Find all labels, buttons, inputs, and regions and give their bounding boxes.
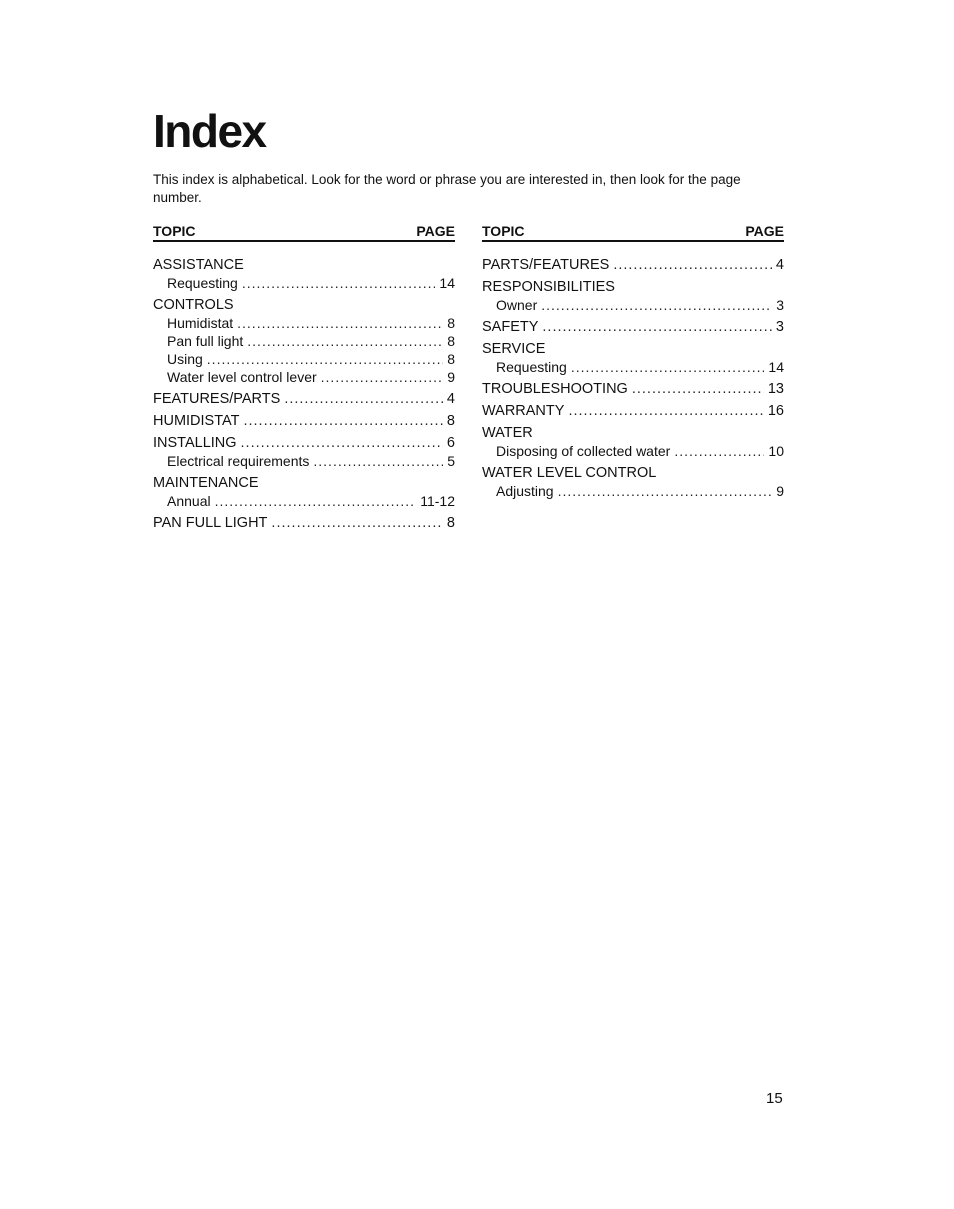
index-column-left xyxy=(153,222,455,536)
index-entry xyxy=(153,474,455,510)
entry-page: 9 xyxy=(776,483,784,499)
entry-topic: TROUBLESHOOTING xyxy=(482,381,628,397)
entry-topic: Annual xyxy=(167,493,211,509)
entry-heading: SERVICE xyxy=(482,341,546,357)
entry-heading: RESPONSIBILITIES xyxy=(482,279,615,295)
index-entry xyxy=(482,318,784,336)
entry-page: 13 xyxy=(767,381,784,397)
entry-topic: HUMIDISTAT xyxy=(153,413,240,429)
entry-page: 3 xyxy=(775,319,784,335)
entry-page: 8 xyxy=(446,515,455,531)
entry-topic: Humidistat xyxy=(167,315,234,331)
dot-leader xyxy=(571,358,765,376)
dot-leader xyxy=(568,402,763,420)
index-entries xyxy=(153,256,455,532)
index-entry xyxy=(153,412,455,430)
entry-page: 16 xyxy=(767,403,784,419)
entry-topic: PARTS/FEATURES xyxy=(482,257,610,273)
entry-page: 14 xyxy=(768,359,784,375)
entry-topic: Requesting xyxy=(496,359,567,375)
entry-topic: Water level control lever xyxy=(167,369,317,385)
topic-header: TOPIC xyxy=(482,223,525,239)
dot-leader xyxy=(541,296,772,314)
dot-leader xyxy=(207,350,443,368)
dot-leader xyxy=(242,274,436,292)
index-entry xyxy=(153,256,455,292)
index-subentry xyxy=(153,332,455,350)
entry-page: 3 xyxy=(776,297,784,313)
dot-leader xyxy=(247,332,443,350)
entry-page: 9 xyxy=(447,369,455,385)
entry-page: 4 xyxy=(775,257,784,273)
index-subentry xyxy=(153,368,455,386)
entry-heading: ASSISTANCE xyxy=(153,257,244,273)
index-entry xyxy=(153,434,455,470)
index-entry xyxy=(482,278,784,314)
entry-topic: Adjusting xyxy=(496,483,554,499)
page-title: Index xyxy=(153,105,266,157)
index-entry-row xyxy=(482,380,784,398)
entry-page: 8 xyxy=(447,315,455,331)
index-entry xyxy=(153,390,455,408)
index-subentry xyxy=(482,482,784,500)
entry-topic: INSTALLING xyxy=(153,435,237,451)
dot-leader xyxy=(542,318,772,336)
index-subentry xyxy=(153,492,455,510)
entry-page: 10 xyxy=(768,443,784,459)
topic-header: TOPIC xyxy=(153,223,196,239)
index-subentry xyxy=(482,296,784,314)
entry-topic: PAN FULL LIGHT xyxy=(153,515,268,531)
entry-topic: Electrical requirements xyxy=(167,453,310,469)
entry-topic: FEATURES/PARTS xyxy=(153,391,281,407)
dot-leader xyxy=(674,442,764,460)
index-subentry xyxy=(153,350,455,368)
index-entry xyxy=(153,514,455,532)
entry-heading: WATER xyxy=(482,425,533,441)
index-entry xyxy=(482,402,784,420)
column-header xyxy=(153,222,455,242)
entry-heading: CONTROLS xyxy=(153,297,234,313)
entry-topic: Pan full light xyxy=(167,333,244,349)
index-subentry xyxy=(482,442,784,460)
index-entry-row xyxy=(153,390,455,408)
entry-page: 4 xyxy=(446,391,455,407)
index-entry-row xyxy=(153,434,455,452)
dot-leader xyxy=(241,434,443,452)
index-subentry xyxy=(153,274,455,292)
entry-topic: Using xyxy=(167,351,203,367)
entry-topic: Disposing of collected water xyxy=(496,443,671,459)
index-subentry xyxy=(482,358,784,376)
entry-page: 8 xyxy=(447,351,455,367)
dot-leader xyxy=(321,368,444,386)
dot-leader xyxy=(632,380,764,398)
entry-page: 8 xyxy=(446,413,455,429)
index-column-right xyxy=(482,222,784,504)
entry-topic: SAFETY xyxy=(482,319,539,335)
dot-leader xyxy=(237,314,443,332)
entry-heading: WATER LEVEL CONTROL xyxy=(482,465,657,481)
index-entry xyxy=(482,256,784,274)
page-number: 15 xyxy=(766,1090,783,1107)
dot-leader xyxy=(613,256,772,274)
index-entry xyxy=(482,380,784,398)
index-entry xyxy=(482,424,784,460)
index-entries xyxy=(482,256,784,500)
dot-leader xyxy=(271,514,443,532)
entry-topic: Owner xyxy=(496,297,538,313)
entry-topic: WARRANTY xyxy=(482,403,565,419)
dot-leader xyxy=(215,492,417,510)
index-entry xyxy=(482,464,784,500)
dot-leader xyxy=(313,452,443,470)
entry-page: 6 xyxy=(446,435,455,451)
index-subentry xyxy=(153,452,455,470)
dot-leader xyxy=(558,482,773,500)
index-subentry xyxy=(153,314,455,332)
entry-page: 14 xyxy=(439,275,455,291)
index-entry xyxy=(153,296,455,386)
page-header: PAGE xyxy=(745,223,784,239)
intro-text: This index is alphabetical. Look for the word or phrase you are interested in, then look for the page number. xyxy=(153,172,741,205)
entry-page: 5 xyxy=(447,453,455,469)
page-header: PAGE xyxy=(416,223,455,239)
index-entry-row xyxy=(482,318,784,336)
entry-topic: Requesting xyxy=(167,275,238,291)
index-entry-row xyxy=(482,256,784,274)
entry-page: 11-12 xyxy=(420,493,455,509)
index-entry xyxy=(482,340,784,376)
index-entry-row xyxy=(153,514,455,532)
dot-leader xyxy=(243,412,442,430)
entry-heading: MAINTENANCE xyxy=(153,475,259,491)
dot-leader xyxy=(284,390,443,408)
column-header xyxy=(482,222,784,242)
entry-page: 8 xyxy=(447,333,455,349)
index-entry-row xyxy=(482,402,784,420)
index-entry-row xyxy=(153,412,455,430)
